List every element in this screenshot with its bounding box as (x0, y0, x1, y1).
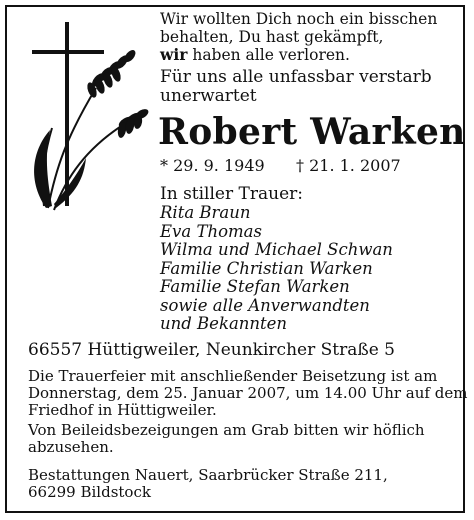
undertaker-line: 66299 Bildstock (28, 483, 151, 501)
mourner-name: sowie alle Anverwandten (160, 295, 370, 315)
undertaker-info (28, 467, 388, 501)
family-address: 66557 Hüttigweiler, Neunkircher Straße 5 (28, 340, 395, 360)
mourning-heading: In stiller Trauer: (160, 184, 303, 204)
death-announcement (160, 68, 432, 106)
condolence-line: Von Beileidsbezeigungen am Grab bitten wir höflich (28, 421, 425, 439)
announcement-line: Für uns alle unfassbar verstarb (160, 67, 432, 87)
announcement-line: unerwartet (160, 86, 257, 106)
quote-line (160, 46, 437, 64)
condolence-request (28, 422, 425, 456)
farewell-quote (160, 10, 437, 64)
ceremony-line: Donnerstag, dem 25. Januar 2007, um 14.00 Uhr auf dem (28, 384, 468, 402)
quote-line: Wir wollten Dich noch ein bisschen (160, 10, 438, 28)
ceremony-line: Die Trauerfeier mit anschließender Beisetzung ist am (28, 367, 438, 385)
death-date: † 21. 1. 2007 (296, 156, 401, 175)
quote-line: behalten, Du hast gekämpft, (160, 28, 384, 46)
mourner-name: Rita Braun (160, 203, 251, 222)
mourner-name: Familie Stefan Warken (160, 277, 350, 296)
ceremony-line: Friedhof in Hüttigweiler. (28, 401, 217, 419)
funeral-ceremony-info (28, 368, 467, 419)
mourner-name: Eva Thomas (160, 221, 262, 241)
cross-with-wheat-icon (26, 18, 156, 218)
quote-emphasis: wir (160, 45, 188, 64)
mourner-name: Familie Christian Warken (160, 258, 373, 278)
condolence-line: abzusehen. (28, 438, 114, 456)
quote-line-rest: haben alle verloren. (187, 46, 350, 64)
birth-date: * 29. 9. 1949 (160, 156, 265, 175)
undertaker-line: Bestattungen Nauert, Saarbrücker Straße 211, (28, 466, 388, 484)
mourners-list (160, 204, 393, 334)
mourner-name: Wilma und Michael Schwan (160, 240, 393, 259)
mourner-name: und Bekannten (160, 314, 288, 333)
deceased-name: Robert Warken (158, 111, 466, 153)
